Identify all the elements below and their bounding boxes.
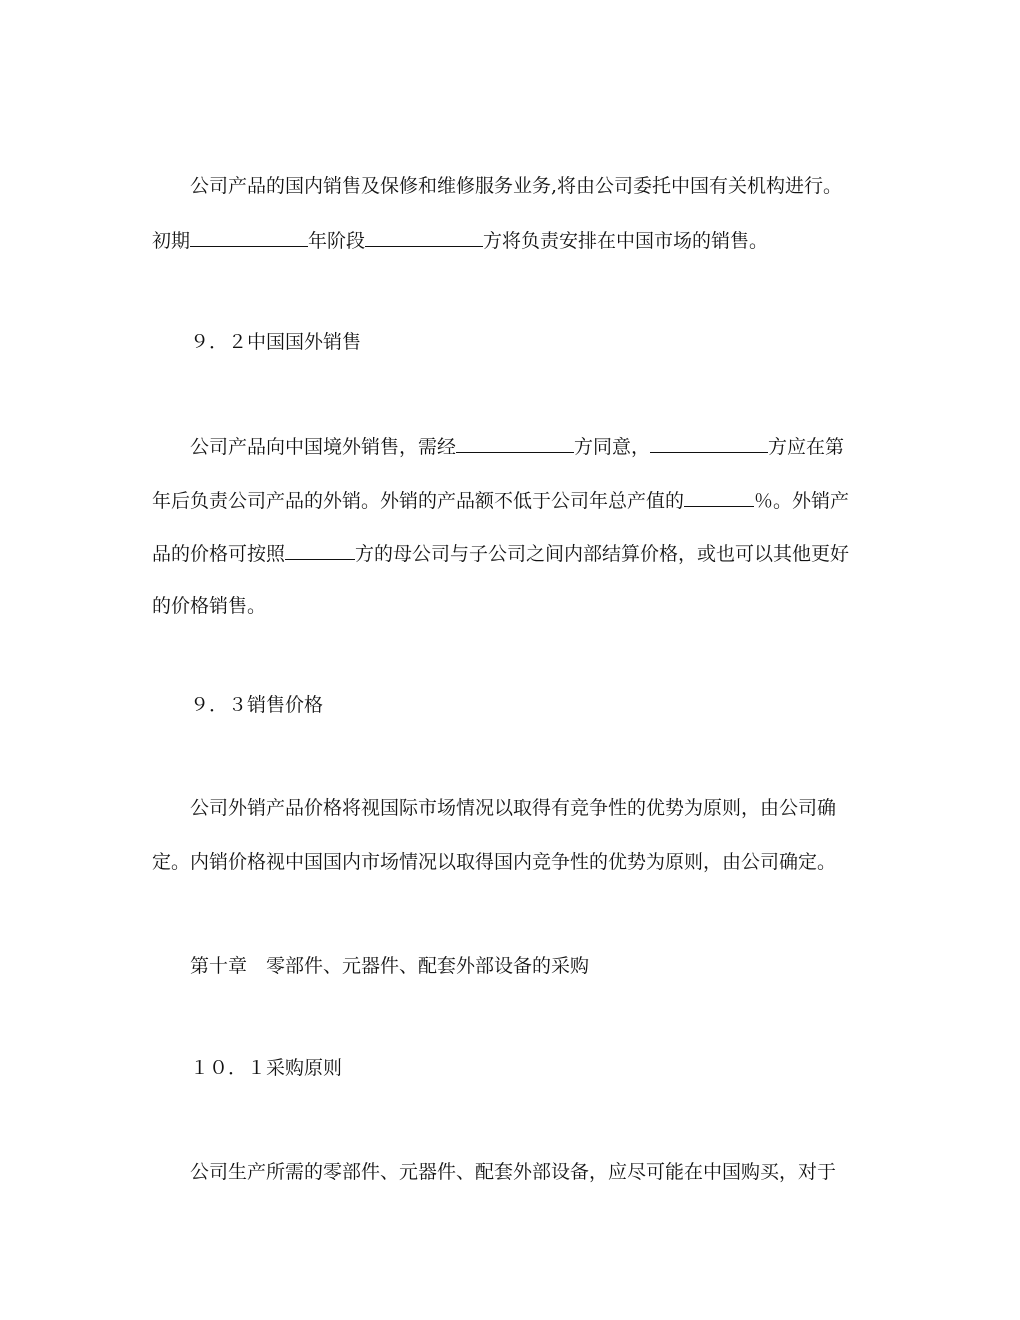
text: 公司产品向中国境外销售，需经 bbox=[190, 436, 457, 458]
heading-text: １０．１采购原则 bbox=[190, 1057, 343, 1079]
text: 方应在第 bbox=[768, 436, 845, 458]
paragraph-line bbox=[190, 796, 920, 820]
text: 公司外销产品价格将视国际市场情况以取得有竞争性的优势为原则，由公司确 bbox=[190, 797, 837, 819]
fill-in-blank bbox=[190, 228, 308, 247]
heading-text: 第十章 零部件、元器件、配套外部设备的采购 bbox=[190, 955, 590, 977]
fill-in-blank bbox=[650, 434, 768, 453]
text: 方的母公司与子公司之间内部结算价格，或也可以其他更好 bbox=[355, 543, 850, 565]
paragraph-line bbox=[190, 434, 920, 459]
text: 定。内销价格视中国国内市场情况以取得国内竞争性的优势为原则，由公司确定。 bbox=[152, 851, 837, 873]
text: 品的价格可按照 bbox=[152, 543, 286, 565]
fill-in-blank bbox=[365, 228, 483, 247]
text: 年阶段 bbox=[308, 230, 366, 252]
paragraph-line bbox=[152, 541, 882, 566]
text: 的价格销售。 bbox=[152, 595, 267, 617]
text: 公司产品的国内销售及保修和维修服务业务,将由公司委托中国有关机构进行。 bbox=[190, 175, 843, 197]
paragraph-line bbox=[152, 850, 882, 874]
text: 公司生产所需的零部件、元器件、配套外部设备，应尽可能在中国购买，对于 bbox=[190, 1161, 837, 1183]
paragraph-line bbox=[152, 488, 882, 513]
heading-text: ９．３销售价格 bbox=[190, 694, 324, 716]
paragraph-line bbox=[152, 228, 882, 253]
fill-in-blank bbox=[285, 541, 355, 560]
heading-text: ９．２中国国外销售 bbox=[190, 331, 362, 353]
fill-in-blank bbox=[456, 434, 574, 453]
section-heading bbox=[190, 693, 920, 717]
text: 初期 bbox=[152, 230, 191, 252]
paragraph-line bbox=[190, 174, 920, 198]
paragraph-line bbox=[152, 594, 882, 618]
text: 方同意， bbox=[574, 436, 651, 458]
fill-in-blank bbox=[684, 488, 754, 507]
text: 年后负责公司产品的外销。外销的产品额不低于公司年总产值的 bbox=[152, 490, 685, 512]
text: 方将负责安排在中国市场的销售。 bbox=[483, 230, 769, 252]
text: ％。外销产 bbox=[754, 490, 850, 512]
paragraph-line bbox=[190, 1160, 920, 1184]
section-heading bbox=[190, 330, 920, 354]
section-heading bbox=[190, 1056, 920, 1080]
chapter-heading bbox=[190, 954, 920, 978]
